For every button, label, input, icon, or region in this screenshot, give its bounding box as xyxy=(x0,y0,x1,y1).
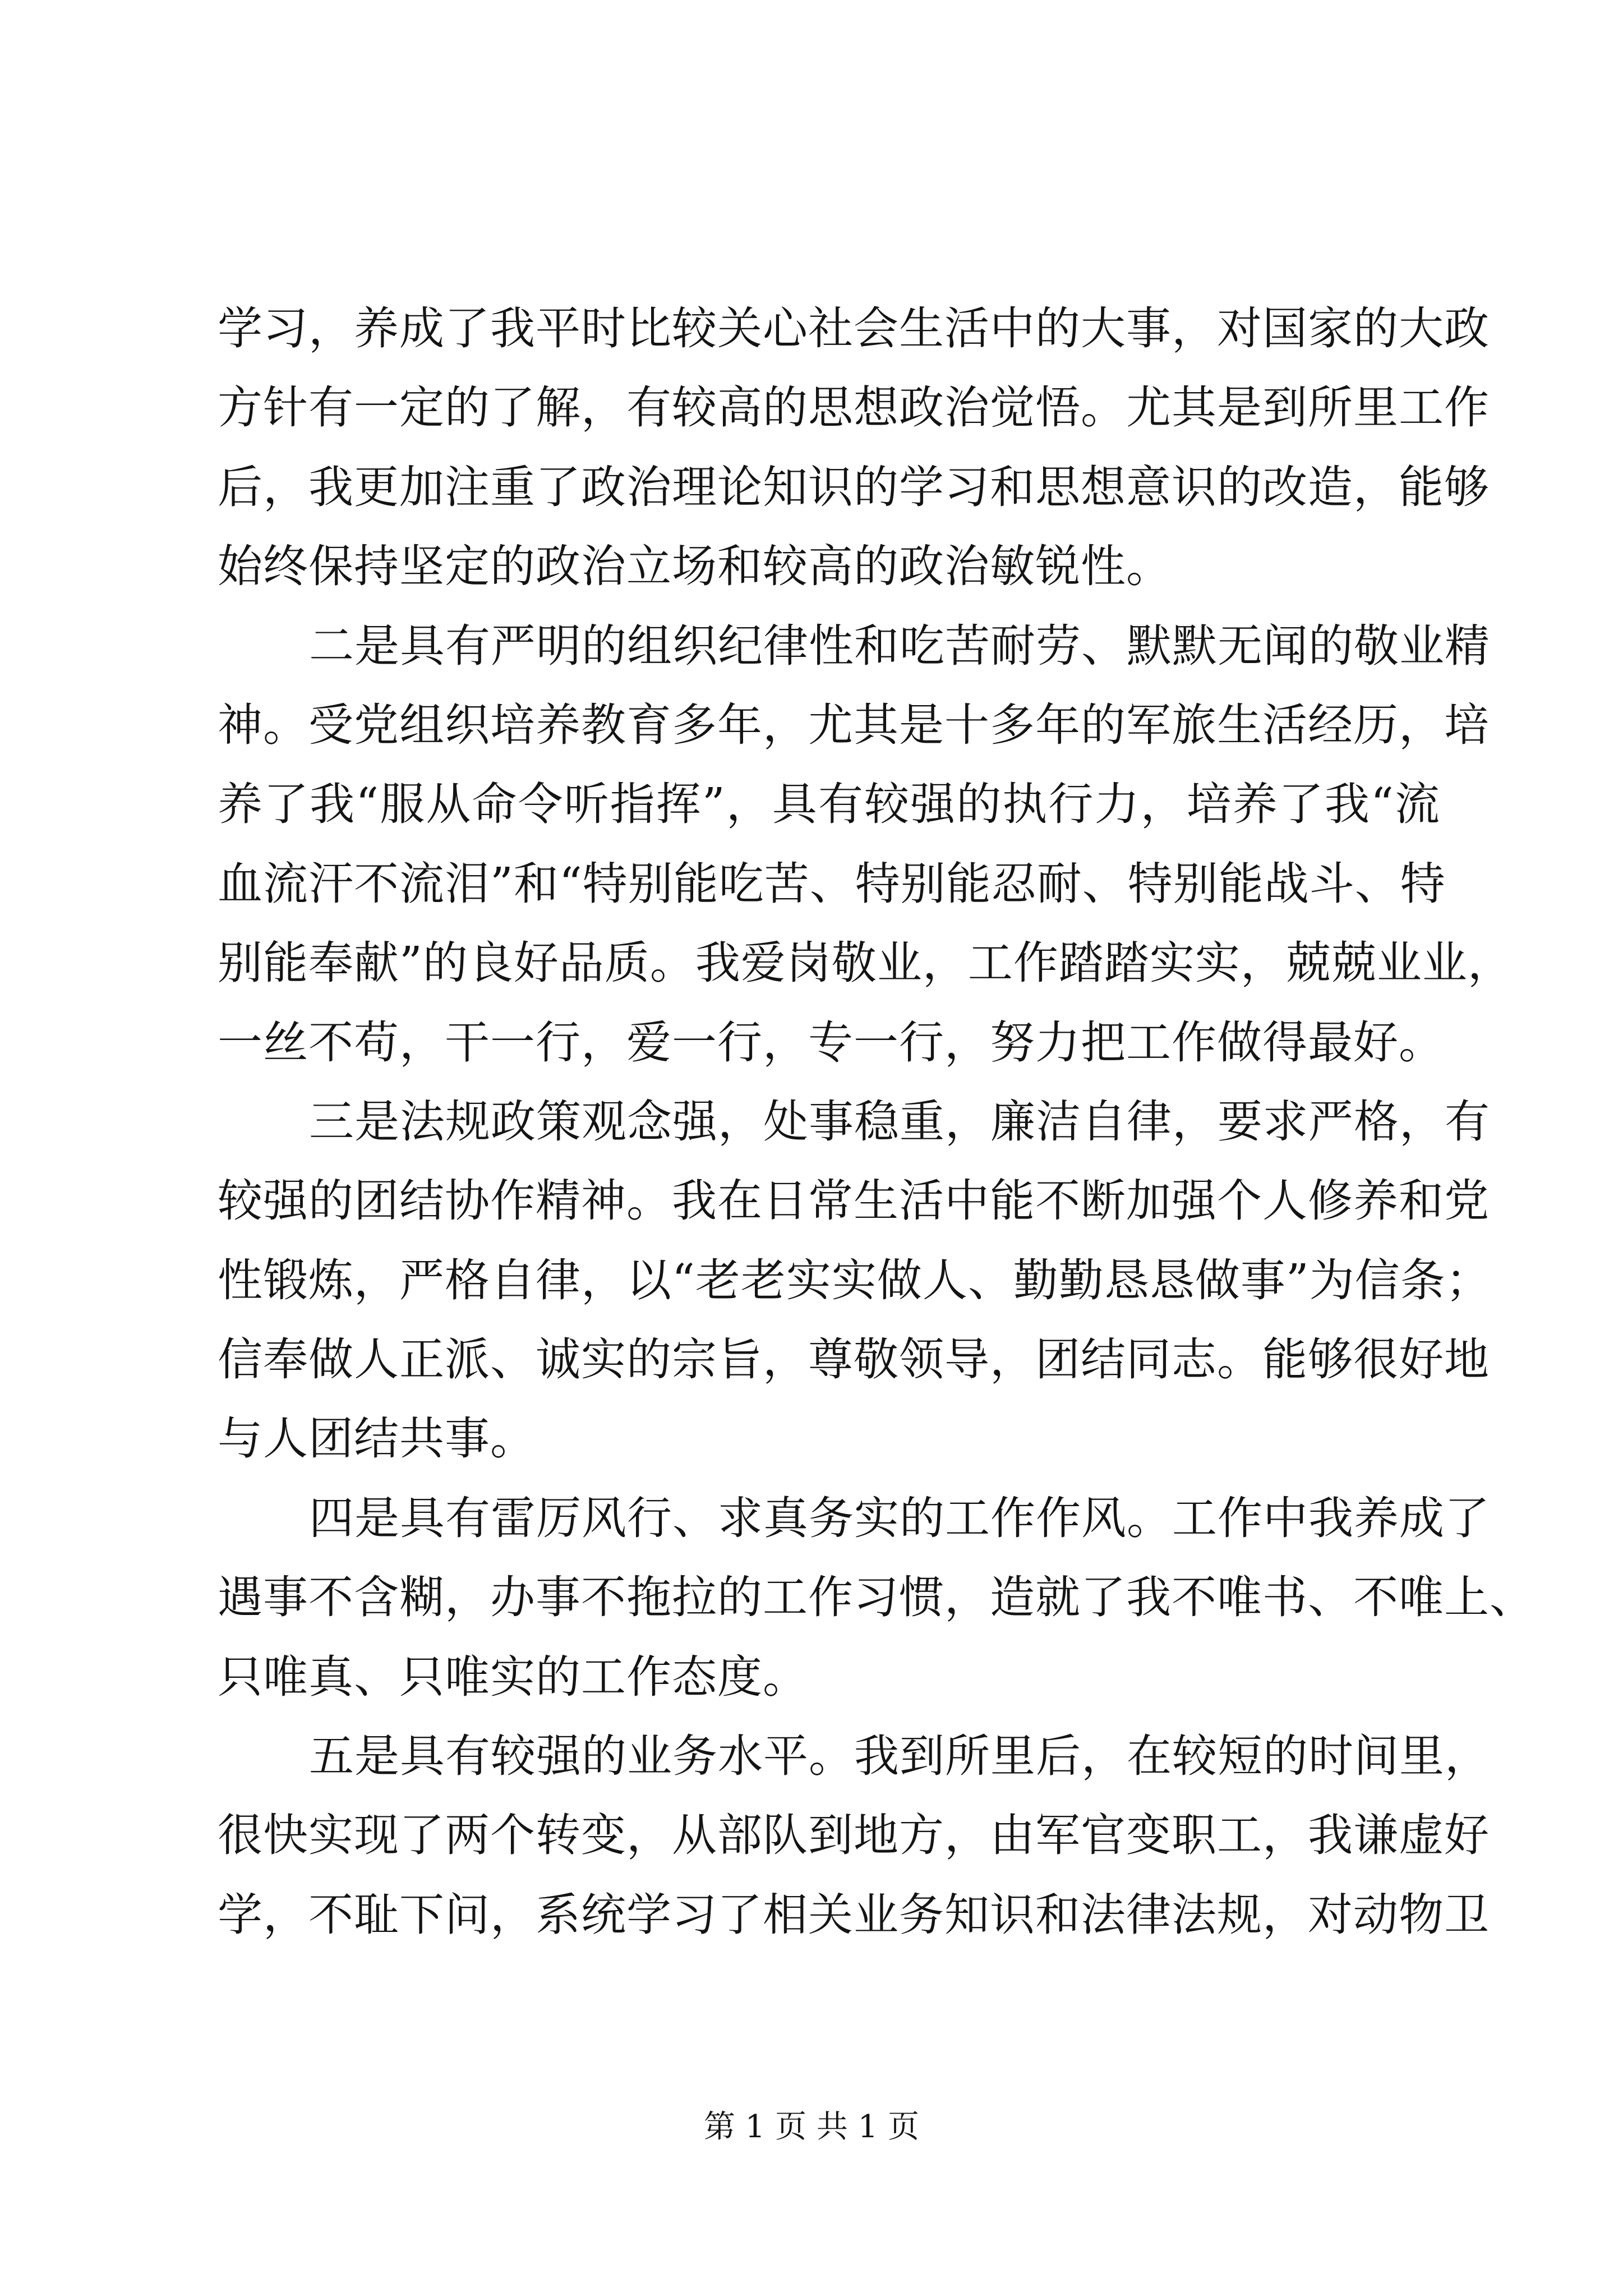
text-line: 别能奉献”的良好品质。我爱岗敬业，工作踏踏实实，兢兢业业， xyxy=(218,937,1513,990)
text-line: 很快实现了两个转变，从部队到地方，由军官变职工，我谦虚好 xyxy=(218,1809,1490,1862)
paragraph-start-line: 三是法规政策观念强，处事稳重，廉洁自律，要求严格，有 xyxy=(309,1095,1490,1148)
text-line: 后，我更加注重了政治理论知识的学习和思想意识的改造，能够 xyxy=(218,461,1490,513)
paragraph-start-line: 四是具有雷厉风行、求真务实的工作作风。工作中我养成了 xyxy=(309,1492,1490,1544)
page-footer: 第 1 页 共 1 页 xyxy=(703,2109,920,2145)
paragraph-start-line: 二是具有严明的组织纪律性和吃苦耐劳、默默无闻的敬业精 xyxy=(309,619,1490,672)
text-line: 信奉做人正派、诚实的宗旨，尊敬领导，团结同志。能够很好地 xyxy=(218,1333,1490,1386)
text-line: 与人团结共事。 xyxy=(218,1412,536,1465)
text-line: 始终保持坚定的政治立场和较高的政治敏锐性。 xyxy=(218,540,1172,593)
text-line: 养了我“服从命令听指挥”，具有较强的执行力，培养了我“流 xyxy=(218,778,1440,831)
paragraph-start-line: 五是具有较强的业务水平。我到所里后，在较短的时间里， xyxy=(309,1730,1490,1783)
text-line: 遇事不含糊，办事不拖拉的工作习惯，造就了我不唯书、不唯上、 xyxy=(218,1571,1535,1624)
text-line: 学，不耻下问，系统学习了相关业务知识和法律法规，对动物卫 xyxy=(218,1888,1490,1941)
text-line: 只唯真、只唯实的工作态度。 xyxy=(218,1650,808,1703)
document-body xyxy=(218,289,1535,1954)
text-line: 性锻炼，严格自律，以“老老实实做人、勤勤恳恳做事”为信条； xyxy=(218,1254,1491,1306)
text-line: 血流汗不流泪”和“特别能吃苦、特别能忍耐、特别能战斗、特 xyxy=(218,857,1446,910)
text-line: 神。受党组织培养教育多年，尤其是十多年的军旅生活经历，培 xyxy=(218,698,1490,751)
text-line: 方针有一定的了解，有较高的思想政治觉悟。尤其是到所里工作 xyxy=(218,381,1490,434)
text-line: 学习，养成了我平时比较关心社会生活中的大事，对国家的大政 xyxy=(218,302,1490,355)
text-line: 一丝不苟，干一行，爱一行，专一行，努力把工作做得最好。 xyxy=(218,1016,1444,1069)
text-line: 较强的团结协作精神。我在日常生活中能不断加强个人修养和党 xyxy=(218,1175,1490,1227)
